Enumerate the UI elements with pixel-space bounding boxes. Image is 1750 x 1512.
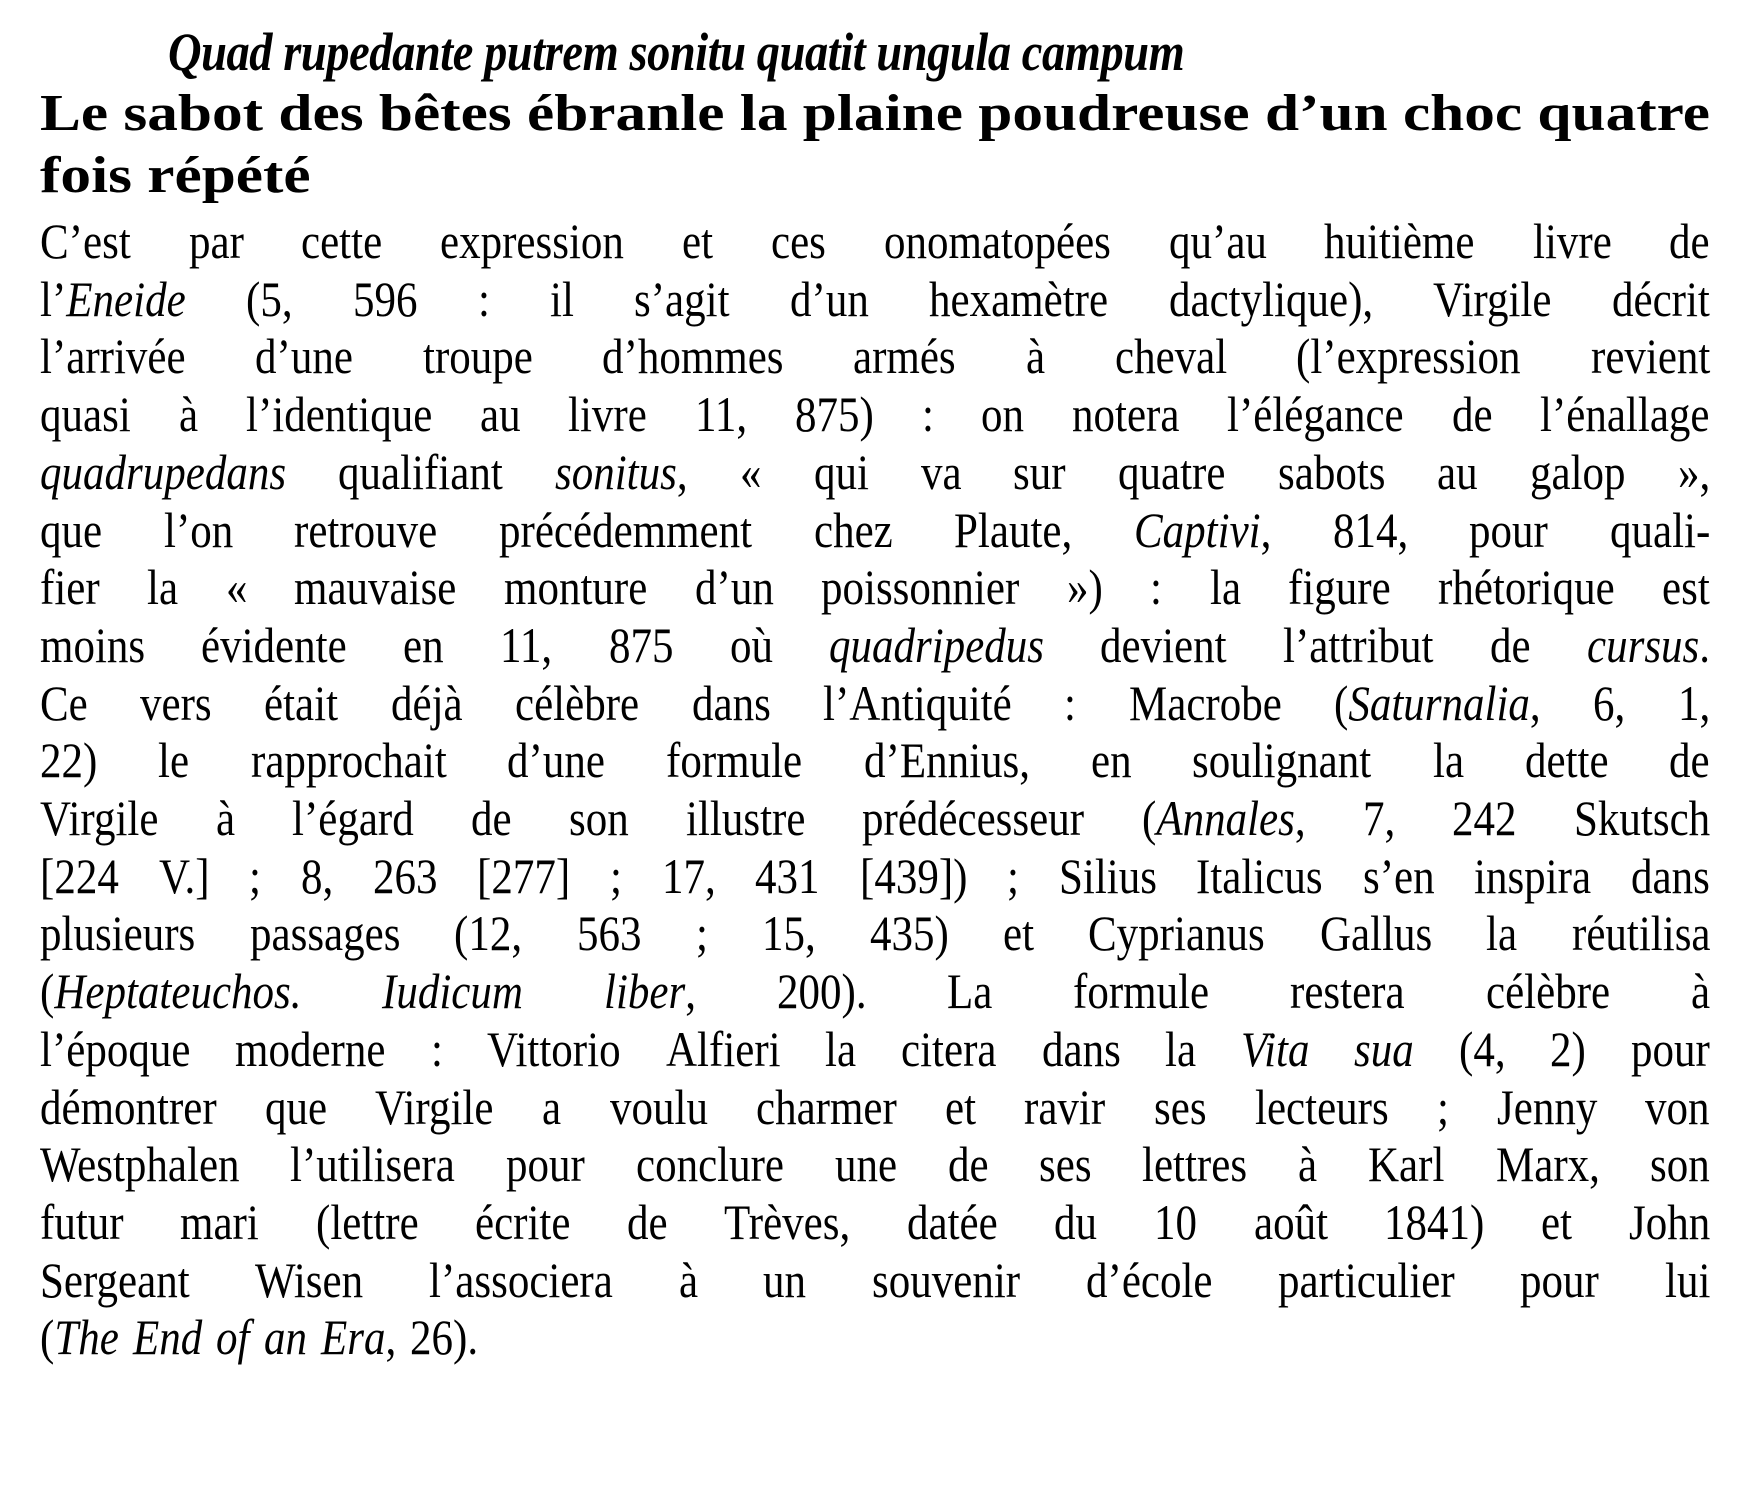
word: s’en bbox=[1362, 847, 1435, 904]
word: et bbox=[944, 1078, 976, 1135]
word: Virgile bbox=[40, 790, 159, 846]
word: plusieurs bbox=[40, 905, 196, 962]
word: liber, bbox=[604, 963, 697, 1020]
word: figure bbox=[1287, 559, 1391, 616]
word: 263 bbox=[372, 847, 438, 904]
word: an bbox=[263, 1309, 307, 1366]
word: célèbre bbox=[1485, 963, 1610, 1020]
word: futur bbox=[40, 1193, 124, 1250]
word: août bbox=[1253, 1193, 1328, 1250]
body-line bbox=[40, 729, 1710, 791]
word: la bbox=[1165, 1020, 1197, 1077]
word: la bbox=[1486, 905, 1518, 962]
word: par bbox=[188, 213, 244, 269]
word: (The bbox=[40, 1309, 119, 1366]
word: Iudicum bbox=[382, 963, 524, 1020]
word: de bbox=[947, 1136, 989, 1193]
word: lecteurs bbox=[1254, 1078, 1389, 1135]
word: ravir bbox=[1024, 1078, 1106, 1135]
word: 431 bbox=[755, 847, 820, 904]
word: et bbox=[1003, 905, 1035, 962]
word: mauvaise bbox=[294, 559, 457, 616]
word: Skutsch bbox=[1573, 790, 1710, 846]
word: rhétorique bbox=[1438, 559, 1615, 616]
word: expression bbox=[440, 213, 625, 269]
word: (Saturnalia, bbox=[1333, 674, 1541, 731]
word: chez bbox=[813, 501, 893, 558]
word: 26). bbox=[409, 1309, 478, 1366]
word: Sergeant bbox=[40, 1251, 190, 1308]
body-line bbox=[40, 556, 1710, 618]
body-line bbox=[40, 1133, 1710, 1195]
word: une bbox=[834, 1136, 897, 1193]
word: l’on bbox=[163, 501, 233, 558]
word: d’un bbox=[695, 559, 774, 616]
word: mari bbox=[180, 1193, 260, 1250]
word: écrite bbox=[474, 1193, 571, 1250]
word: (lettre bbox=[315, 1193, 419, 1250]
word: est bbox=[1662, 559, 1710, 616]
word: von bbox=[1645, 1078, 1710, 1135]
word: moderne bbox=[235, 1020, 386, 1077]
word: d’une bbox=[255, 328, 354, 385]
word: a bbox=[542, 1078, 562, 1135]
word: il bbox=[550, 270, 574, 327]
word: voulu bbox=[609, 1078, 708, 1135]
word: : bbox=[1150, 559, 1163, 616]
body-line bbox=[40, 210, 1710, 272]
word: hexamètre bbox=[929, 270, 1109, 327]
french-translation-title-line-2: fois répété bbox=[40, 147, 311, 204]
word: livre bbox=[568, 386, 647, 443]
word: 563 bbox=[576, 905, 642, 962]
word: ; bbox=[1436, 1078, 1449, 1135]
word: va bbox=[920, 443, 962, 500]
word: 17, bbox=[661, 847, 716, 904]
word: revient bbox=[1590, 328, 1710, 385]
word: 2) bbox=[1550, 1020, 1587, 1077]
word: ; bbox=[695, 905, 708, 962]
word: dette bbox=[1524, 732, 1609, 789]
word: Karl bbox=[1368, 1136, 1445, 1193]
word: retrouve bbox=[294, 501, 438, 558]
word: [439]) bbox=[859, 847, 968, 904]
word: (l’expression bbox=[1296, 328, 1521, 385]
word: 242 bbox=[1452, 790, 1517, 846]
word: devient bbox=[1100, 616, 1227, 673]
word: et bbox=[1541, 1193, 1573, 1250]
word: cheval bbox=[1114, 328, 1227, 385]
word: inspira bbox=[1474, 847, 1592, 904]
word: formule bbox=[666, 732, 803, 789]
word: 7, bbox=[1362, 790, 1395, 846]
word: au bbox=[1437, 443, 1478, 500]
body-line bbox=[40, 1249, 1710, 1311]
word: sabots bbox=[1277, 443, 1386, 500]
word: sur bbox=[1013, 443, 1066, 500]
word: C’est bbox=[40, 213, 131, 269]
word: dactylique), bbox=[1168, 270, 1373, 327]
word: [224 bbox=[40, 847, 119, 904]
word: 1841) bbox=[1384, 1193, 1485, 1250]
word: (Annales, bbox=[1141, 790, 1306, 846]
word: la bbox=[825, 1020, 857, 1077]
word: 6, bbox=[1593, 674, 1626, 731]
word: Captivi, bbox=[1133, 501, 1272, 558]
word: à bbox=[215, 790, 235, 846]
body-line bbox=[40, 268, 1710, 330]
word: était bbox=[264, 674, 339, 731]
word: Virgile bbox=[1433, 270, 1552, 327]
word: pour bbox=[1469, 501, 1549, 558]
word: « bbox=[739, 443, 762, 500]
body-line bbox=[40, 441, 1710, 503]
word: 8, bbox=[300, 847, 333, 904]
word: dans bbox=[691, 674, 771, 731]
word: 200). bbox=[776, 963, 867, 1020]
word: charmer bbox=[755, 1078, 897, 1135]
body-line bbox=[40, 787, 1710, 849]
word: « bbox=[225, 559, 248, 616]
word: réutilisa bbox=[1571, 905, 1711, 962]
word: à bbox=[1298, 1136, 1318, 1193]
word: Jenny bbox=[1496, 1078, 1598, 1135]
word: : bbox=[477, 270, 490, 327]
word: qui bbox=[813, 443, 869, 500]
word: notera bbox=[1072, 386, 1180, 443]
word: du bbox=[1054, 1193, 1098, 1250]
word: son bbox=[568, 790, 629, 846]
word: Gallus bbox=[1319, 905, 1432, 962]
word: (5, bbox=[246, 270, 293, 327]
word: 1, bbox=[1677, 674, 1710, 731]
word: quadrupedans bbox=[40, 443, 287, 500]
word: la bbox=[1432, 732, 1464, 789]
word: Silius bbox=[1058, 847, 1157, 904]
word: quasi bbox=[40, 386, 131, 443]
word: : bbox=[1064, 674, 1077, 731]
word: Vittorio bbox=[487, 1020, 621, 1077]
word: monture bbox=[504, 559, 648, 616]
word: Plaute, bbox=[953, 501, 1073, 558]
word: Virgile bbox=[375, 1078, 494, 1135]
word: l’arrivée bbox=[40, 328, 186, 385]
word: fier bbox=[40, 559, 100, 616]
word: troupe bbox=[422, 328, 533, 385]
word: célèbre bbox=[515, 674, 640, 731]
body-line bbox=[40, 614, 1710, 676]
word: d’une bbox=[507, 732, 606, 789]
word: (4, bbox=[1459, 1020, 1506, 1077]
word: soulignant bbox=[1192, 732, 1372, 789]
word: : bbox=[921, 386, 934, 443]
word: livre bbox=[1532, 213, 1612, 269]
word: formule bbox=[1073, 963, 1210, 1020]
word: sua bbox=[1354, 1020, 1415, 1077]
word: l’attribut bbox=[1283, 616, 1434, 673]
body-line bbox=[40, 499, 1710, 561]
body-line bbox=[40, 1076, 1710, 1138]
word: souvenir bbox=[871, 1251, 1021, 1308]
word: évidente bbox=[201, 616, 348, 673]
word: la bbox=[147, 559, 179, 616]
word: décrit bbox=[1611, 270, 1710, 327]
word: (12, bbox=[454, 905, 523, 962]
word: 11, bbox=[694, 386, 747, 443]
word: démontrer bbox=[40, 1078, 217, 1135]
latin-verse-title: Quad rupedante putrem sonitu quatit ungula campum bbox=[168, 22, 1185, 82]
word: quali- bbox=[1609, 501, 1710, 558]
word: le bbox=[158, 732, 190, 789]
word: quatre bbox=[1118, 443, 1226, 500]
body-line bbox=[40, 1191, 1710, 1253]
body-line bbox=[40, 1306, 1710, 1368]
word: Alfieri bbox=[665, 1020, 781, 1077]
word: illustre bbox=[685, 790, 806, 846]
word: Era, bbox=[320, 1309, 396, 1366]
word: 22) bbox=[40, 732, 98, 789]
body-line bbox=[40, 902, 1710, 964]
word: ; bbox=[1006, 847, 1019, 904]
word: pour bbox=[1520, 1251, 1599, 1308]
word: (Heptateuchos. bbox=[40, 963, 302, 1020]
word: d’hommes bbox=[602, 328, 784, 385]
word: d’école bbox=[1085, 1251, 1213, 1308]
word: on bbox=[981, 386, 1025, 443]
word: restera bbox=[1290, 963, 1406, 1020]
word: en bbox=[403, 616, 445, 673]
word: qu’au bbox=[1168, 213, 1267, 269]
word: lui bbox=[1664, 1251, 1710, 1308]
word: ses bbox=[1153, 1078, 1207, 1135]
word: un bbox=[763, 1251, 807, 1308]
word: moins bbox=[40, 616, 146, 673]
word: l’époque bbox=[40, 1020, 191, 1077]
word: Cyprianus bbox=[1088, 905, 1266, 962]
word: ; bbox=[248, 847, 261, 904]
word: précédemment bbox=[499, 501, 753, 558]
body-line bbox=[40, 1018, 1710, 1080]
word: de bbox=[1451, 386, 1493, 443]
word: l’identique bbox=[245, 386, 432, 443]
word: 875) bbox=[794, 386, 874, 443]
word: La bbox=[947, 963, 993, 1020]
word: qualifiant bbox=[338, 443, 503, 500]
word: d’un bbox=[790, 270, 869, 327]
word: 10 bbox=[1153, 1193, 1197, 1250]
word: dans bbox=[1631, 847, 1710, 904]
word: V.] bbox=[158, 847, 210, 904]
word: l’énallage bbox=[1540, 386, 1710, 443]
word: datée bbox=[906, 1193, 998, 1250]
word: que bbox=[40, 501, 103, 558]
word: 596 bbox=[352, 270, 418, 327]
word: vers bbox=[140, 674, 212, 731]
word: et bbox=[682, 213, 714, 269]
word: la bbox=[1209, 559, 1241, 616]
word: citera bbox=[901, 1020, 997, 1077]
word: End bbox=[132, 1309, 203, 1366]
word: ces bbox=[771, 213, 827, 269]
word: conclure bbox=[635, 1136, 784, 1193]
word: déjà bbox=[390, 674, 463, 731]
word: rapprochait bbox=[250, 732, 447, 789]
word: à bbox=[178, 386, 198, 443]
word: particulier bbox=[1277, 1251, 1455, 1308]
word: 15, bbox=[761, 905, 816, 962]
word: au bbox=[479, 386, 521, 443]
word: galop bbox=[1529, 443, 1626, 500]
word: Trèves, bbox=[724, 1193, 851, 1250]
word: s’agit bbox=[634, 270, 730, 327]
word: Italicus bbox=[1196, 847, 1323, 904]
word: Marx, bbox=[1495, 1136, 1600, 1193]
word: prédécesseur bbox=[862, 790, 1085, 846]
word: de bbox=[1669, 732, 1710, 789]
body-line bbox=[40, 960, 1710, 1022]
word: 875 bbox=[608, 616, 674, 673]
word: of bbox=[216, 1309, 250, 1366]
word: de bbox=[1669, 213, 1711, 269]
word: Ce bbox=[40, 674, 88, 731]
word: que bbox=[265, 1078, 328, 1135]
word: à bbox=[678, 1251, 698, 1308]
word: cette bbox=[301, 213, 383, 269]
word: en bbox=[1090, 732, 1132, 789]
word: sonitus, bbox=[555, 443, 688, 500]
word: passages bbox=[249, 905, 401, 962]
word: pour bbox=[506, 1136, 585, 1193]
word: l’associera bbox=[429, 1251, 613, 1308]
french-translation-title-line-1: Le sabot des bêtes ébranle la plaine poudreuse d’un choc quatre bbox=[40, 85, 1710, 142]
body-line bbox=[40, 845, 1710, 907]
word: onomatopées bbox=[883, 213, 1111, 269]
word: armés bbox=[853, 328, 957, 385]
word: », bbox=[1677, 443, 1710, 500]
body-line bbox=[40, 383, 1710, 445]
word: ; bbox=[610, 847, 622, 904]
word: Wisen bbox=[255, 1251, 364, 1308]
word: l’élégance bbox=[1227, 386, 1405, 443]
body-line bbox=[40, 672, 1710, 734]
word: quadripedus bbox=[829, 616, 1044, 673]
word: à bbox=[1025, 328, 1045, 385]
word: cursus. bbox=[1586, 616, 1710, 673]
word: Macrobe bbox=[1128, 674, 1282, 731]
word: Vita bbox=[1241, 1020, 1310, 1077]
word: l’Eneide bbox=[40, 270, 186, 327]
word: où bbox=[729, 616, 773, 673]
word: John bbox=[1628, 1193, 1710, 1250]
word: de bbox=[626, 1193, 668, 1250]
word: d’Ennius, bbox=[863, 732, 1030, 789]
word: l’égard bbox=[292, 790, 414, 846]
word: : bbox=[430, 1020, 443, 1077]
word: huitième bbox=[1324, 213, 1475, 269]
word: ») bbox=[1066, 559, 1103, 616]
word: son bbox=[1650, 1136, 1711, 1193]
word: de bbox=[1490, 616, 1531, 673]
word: de bbox=[470, 790, 512, 846]
word: 435) bbox=[869, 905, 949, 962]
word: dans bbox=[1041, 1020, 1121, 1077]
word: pour bbox=[1631, 1020, 1710, 1077]
word: poissonnier bbox=[821, 559, 1020, 616]
word: l’utilisera bbox=[290, 1136, 456, 1193]
word: à bbox=[1690, 963, 1710, 1020]
word: ses bbox=[1038, 1136, 1092, 1193]
word: 814, bbox=[1332, 501, 1408, 558]
word: l’Antiquité bbox=[822, 674, 1012, 731]
body-line bbox=[40, 325, 1710, 387]
word: Westphalen bbox=[40, 1136, 240, 1193]
word: lettres bbox=[1142, 1136, 1248, 1193]
word: [277] bbox=[477, 847, 571, 904]
word: 11, bbox=[500, 616, 553, 673]
